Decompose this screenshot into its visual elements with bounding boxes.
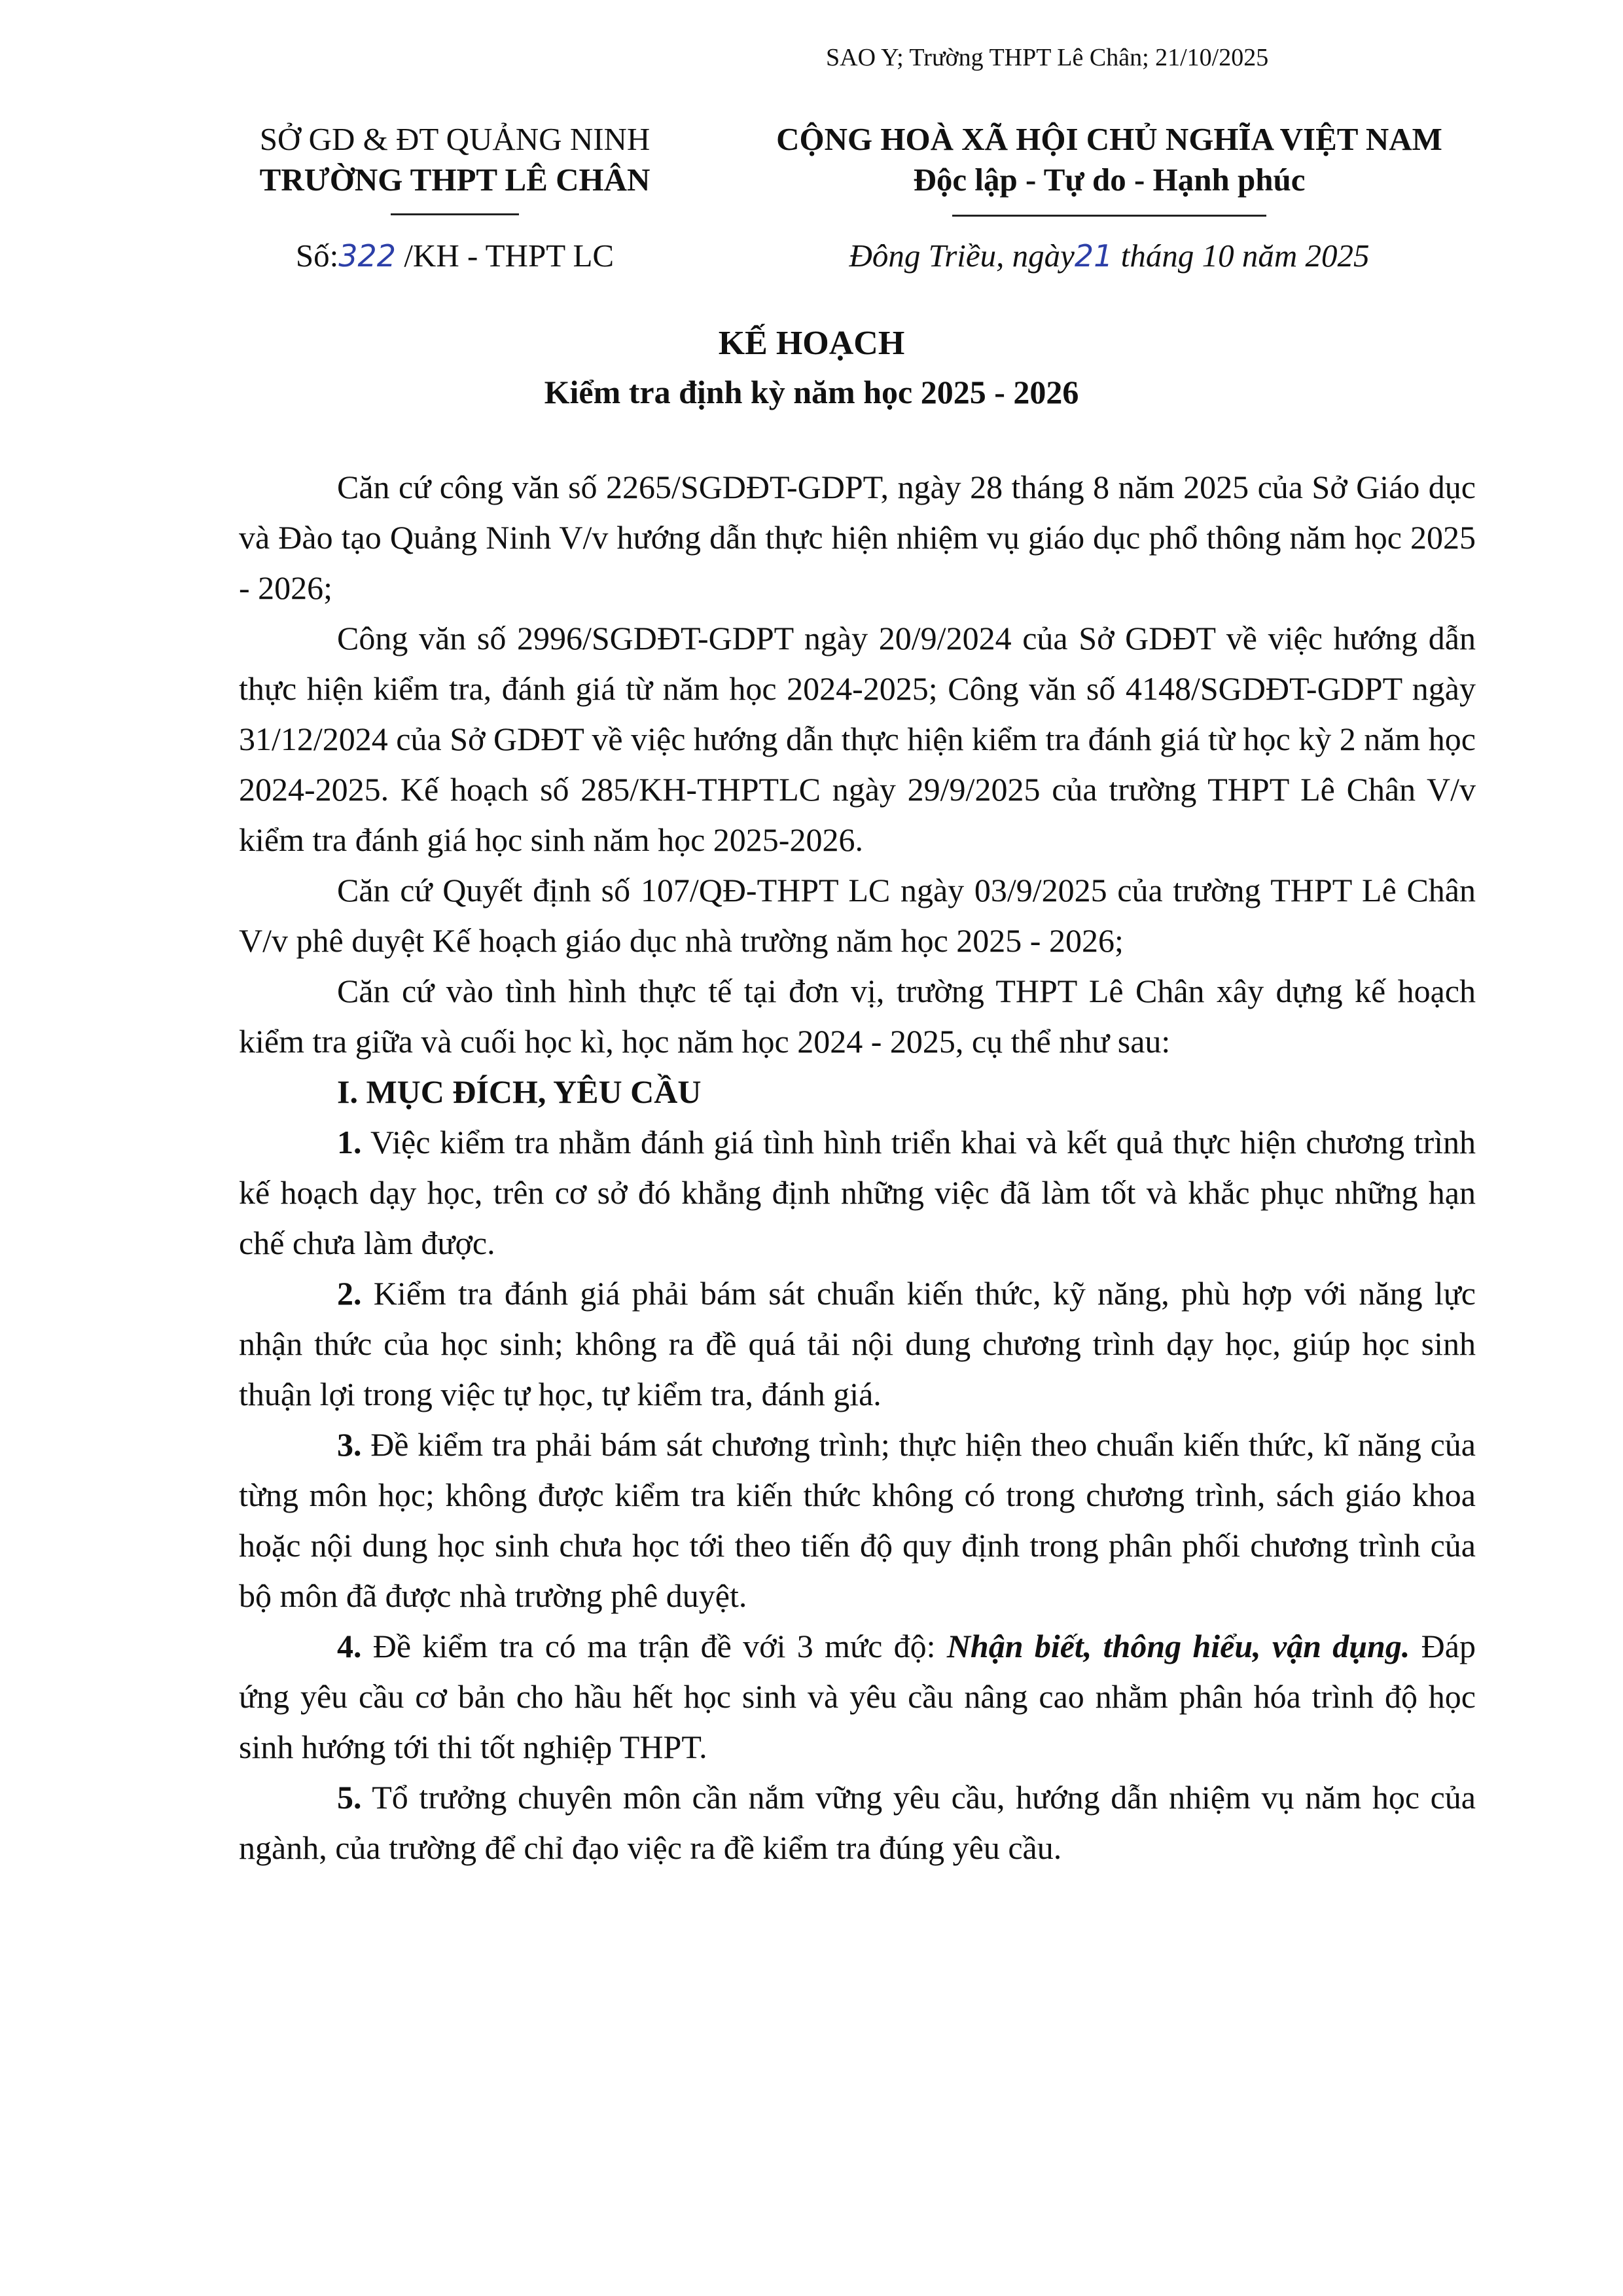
item-number: 3. bbox=[337, 1426, 362, 1463]
item-emphasis: Nhận biết, thông hiểu, vận dụng. bbox=[946, 1628, 1410, 1664]
issuer-header bbox=[226, 119, 684, 215]
school-name: TRƯỜNG THPT LÊ CHÂN bbox=[259, 162, 651, 198]
document-number-suffix: /KH - THPT LC bbox=[396, 238, 615, 274]
paragraph-basis-2: Công văn số 2996/SGDĐT-GDPT ngày 20/9/2024 của Sở GDĐT về việc hướng dẫn thực hiện kiểm tra, đánh giá từ năm học 2024-2025; Công văn số 4148/SGDĐT-GDPT ngày 31/12/2024 của Sở GDĐT về việc hướng dẫn thực hiện kiểm tra đánh giá từ học kỳ 2 năm học 2024-2025. Kế hoạch số 285/KH-THPTLC ngày 29/9/2025 của trường THPT Lê Chân V/v kiểm tra đánh giá học sinh năm học 2025-2026. bbox=[239, 620, 1476, 858]
department-name: SỞ GD & ĐT QUẢNG NINH bbox=[259, 121, 651, 157]
paragraph-basis-3: Căn cứ Quyết định số 107/QĐ-THPT LC ngày 03/9/2025 của trường THPT Lê Chân V/v phê duyệt Kế hoạch giáo dục nhà trường năm học 2025 - 2026; bbox=[239, 872, 1476, 959]
item-number: 1. bbox=[337, 1124, 362, 1160]
item-number: 2. bbox=[337, 1275, 362, 1312]
handwritten-number: 322 bbox=[338, 238, 397, 274]
item-text: Kiểm tra đánh giá phải bám sát chuẩn kiến thức, kỹ năng, phù hợp với năng lực nhận thức của học sinh; không ra đề quá tải nội dung chương trình dạy học, giúp học sinh thuận lợi trong việc tự học, tự kiểm tra, đánh giá. bbox=[239, 1275, 1476, 1412]
country-name: CỘNG HOÀ XÃ HỘI CHỦ NGHĨA VIỆT NAM bbox=[776, 121, 1442, 157]
date-prefix: Đông Triều, ngày bbox=[849, 238, 1075, 274]
document-body bbox=[239, 462, 1476, 1873]
list-item bbox=[239, 1268, 1476, 1420]
item-text: Đề kiểm tra phải bám sát chương trình; thực hiện theo chuẩn kiến thức, kĩ năng của từng môn học; không được kiểm tra kiến thức không có trong chương trình, sách giáo khoa hoặc nội dung học sinh chưa học tới theo tiến độ quy định trong phân phối chương trình của bộ môn đã được nhà trường phê duyệt. bbox=[239, 1426, 1476, 1614]
item-text: Việc kiểm tra nhằm đánh giá tình hình triển khai và kết quả thực hiện chương trình kế hoạch dạy học, trên cơ sở đó khẳng định những việc đã làm tốt và khắc phục những hạn chế chưa làm được. bbox=[239, 1124, 1476, 1261]
document-number-prefix: Số: bbox=[295, 238, 339, 274]
list-item bbox=[239, 1117, 1476, 1268]
section-heading: I. MỤC ĐÍCH, YÊU CẦU bbox=[337, 1073, 702, 1110]
item-number: 4. bbox=[337, 1628, 362, 1664]
document-title: KẾ HOẠCH bbox=[718, 325, 905, 362]
document-number bbox=[226, 237, 684, 274]
paragraph-basis-1: Căn cứ công văn số 2265/SGDĐT-GDPT, ngày 28 tháng 8 năm 2025 của Sở Giáo dục và Đào tạo Quảng Ninh V/v hướng dẫn thực hiện nhiệm vụ giáo dục phổ thông năm học 2025 - 2026; bbox=[239, 469, 1476, 606]
list-item bbox=[239, 1772, 1476, 1873]
issuer-underline bbox=[391, 213, 519, 215]
handwritten-day: 21 bbox=[1074, 238, 1113, 274]
paragraph-basis-4: Căn cứ vào tình hình thực tế tại đơn vị, trường THPT Lê Chân xây dựng kế hoạch kiểm tra giữa và cuối học kì, học năm học 2024 - 2025, cụ thể như sau: bbox=[239, 973, 1476, 1060]
document-subtitle: Kiểm tra định kỳ năm học 2025 - 2026 bbox=[544, 374, 1079, 410]
national-motto: Độc lập - Tự do - Hạnh phúc bbox=[913, 162, 1306, 198]
date-suffix: tháng 10 năm 2025 bbox=[1113, 238, 1370, 274]
list-item bbox=[239, 1420, 1476, 1621]
item-text-before: Đề kiểm tra có ma trận đề với 3 mức độ: bbox=[361, 1628, 947, 1664]
item-text-after: Đáp ứng yêu cầu cơ bản cho hầu hết học sinh và yêu cầu nâng cao nhằm phân hóa trình độ học sinh hướng tới thi tốt nghiệp THPT. bbox=[239, 1628, 1476, 1765]
item-text: Tổ trưởng chuyên môn cần nắm vững yêu cầu, hướng dẫn nhiệm vụ năm học của ngành, của trường để chỉ đạo việc ra đề kiểm tra đúng yêu cầu. bbox=[239, 1779, 1476, 1866]
motto-underline bbox=[952, 215, 1266, 217]
list-item bbox=[239, 1621, 1476, 1772]
national-header bbox=[726, 119, 1492, 217]
item-number: 5. bbox=[337, 1779, 362, 1816]
copy-certification-stamp: SAO Y; Trường THPT Lê Chân; 21/10/2025 bbox=[826, 44, 1269, 71]
document-date bbox=[726, 237, 1492, 274]
